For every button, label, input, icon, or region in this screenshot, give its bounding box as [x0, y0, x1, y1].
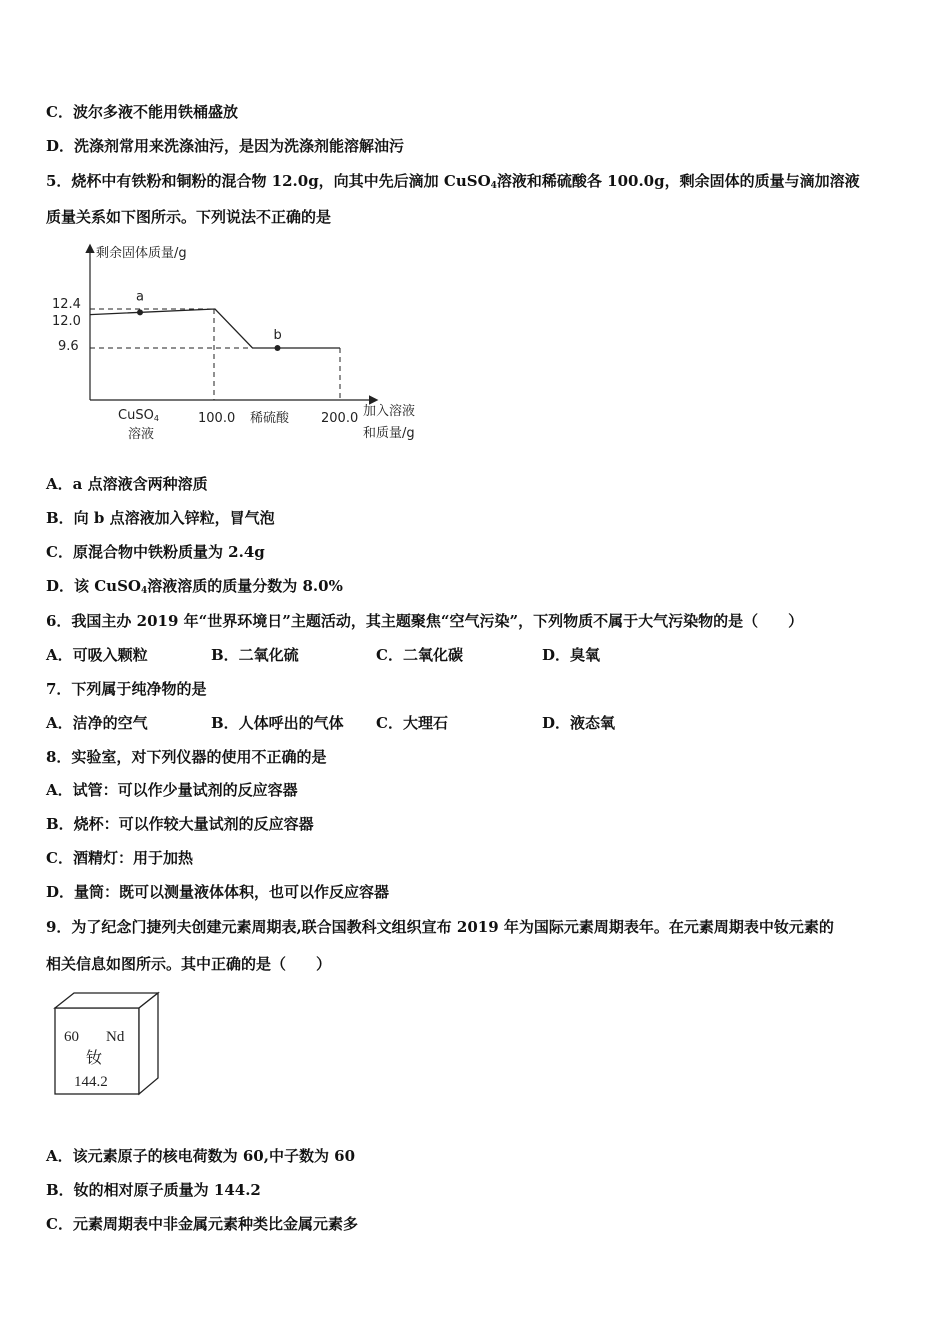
q8-stem: 8．实验室，对下列仪器的使用不正确的是 [46, 748, 327, 766]
q9-option-a: A．该元素原子的核电荷数为 60,中子数为 60 [46, 1147, 356, 1165]
q8-option-d: D．量筒：既可以测量液体体积，也可以作反应容器 [46, 883, 390, 901]
point-a [137, 309, 143, 315]
q9-option-c: C．元素周期表中非金属元素种类比金属元素多 [46, 1215, 358, 1233]
q7-option-b: B．人体呼出的气体 [211, 714, 344, 732]
x-region-solution: 溶液 [128, 427, 155, 442]
q5-stem-line1: 5．烧杯中有铁粉和铜粉的混合物 12.0g，向其中先后滴加 CuSO$_4$溶液和稀硫酸各 100.0g，剩余固体的质量与滴加溶液 [46, 172, 860, 191]
q8-option-c: C．酒精灯：用于加热 [46, 849, 193, 867]
q5-option-c: C．原混合物中铁粉质量为 2.4g [46, 543, 265, 561]
y-tick-12-0: 12.0 [52, 314, 81, 329]
q9-stem-line1: 9．为了纪念门捷列夫创建元素周期表,联合国教科文组织宣布 2019 年为国际元素周期表年。在元素周期表中钕元素的 [46, 918, 834, 936]
q5-stem-line2: 质量关系如下图所示。下列说法不正确的是 [46, 208, 332, 226]
q6-option-b: B．二氧化硫 [211, 646, 299, 664]
q7-options [46, 713, 906, 733]
q6-stem: 6．我国主办 2019 年“世界环境日”主题活动，其主题聚焦“空气污染”，下列物质不属于大气污染物的是（ ） [46, 612, 804, 630]
element-number: 60 [64, 1029, 79, 1045]
q4-option-d: D．洗涤剂常用来洗涤油污，是因为洗涤剂能溶解油污 [46, 137, 405, 155]
y-tick-9-6: 9.6 [58, 339, 79, 354]
x-region-acid: 稀硫酸 [250, 411, 290, 426]
q6-option-a: A．可吸入颗粒 [46, 646, 148, 664]
point-b-label: b [273, 328, 282, 343]
q5-option-a: A．a 点溶液含两种溶质 [46, 475, 208, 493]
q4-option-c: C．波尔多液不能用铁桶盛放 [46, 103, 238, 121]
element-symbol: Nd [106, 1029, 125, 1045]
x-region-cuso4: CuSO4 [118, 408, 159, 423]
q7-option-c: C．大理石 [376, 714, 448, 732]
element-mass: 144.2 [74, 1074, 108, 1090]
q5-option-d: D．该 CuSO$_4$溶液溶质的质量分数为 8.0% [46, 577, 343, 596]
q7-option-d: D．液态氧 [542, 714, 616, 732]
q6-options [46, 645, 906, 665]
data-line [90, 309, 340, 348]
point-b [275, 345, 281, 351]
q9-option-b: B．钕的相对原子质量为 144.2 [46, 1181, 261, 1199]
q5-option-b: B．向 b 点溶液加入锌粒，冒气泡 [46, 509, 275, 527]
q8-option-b: B．烧杯：可以作较大量试剂的反应容器 [46, 815, 314, 833]
element-card [50, 990, 166, 1100]
q8-option-a: A．试管：可以作少量试剂的反应容器 [46, 781, 298, 799]
q6-option-d: D．臭氧 [542, 646, 601, 664]
element-name: 钕 [86, 1048, 103, 1067]
y-axis-label: 剩余固体质量/g [96, 246, 187, 261]
q7-stem: 7．下列属于纯净物的是 [46, 680, 207, 698]
x-tick-100: 100.0 [198, 411, 236, 426]
x-axis-label-1: 加入溶液 [363, 404, 416, 419]
q6-option-c: C．二氧化碳 [376, 646, 463, 664]
q9-stem-line2: 相关信息如图所示。其中正确的是（ ） [46, 955, 332, 973]
x-axis-label-2: 和质量/g [363, 426, 415, 441]
y-tick-12-4: 12.4 [52, 297, 81, 312]
q7-option-a: A．洁净的空气 [46, 714, 148, 732]
x-tick-200: 200.0 [321, 411, 359, 426]
q5-chart [40, 236, 440, 448]
point-a-label: a [136, 289, 144, 305]
